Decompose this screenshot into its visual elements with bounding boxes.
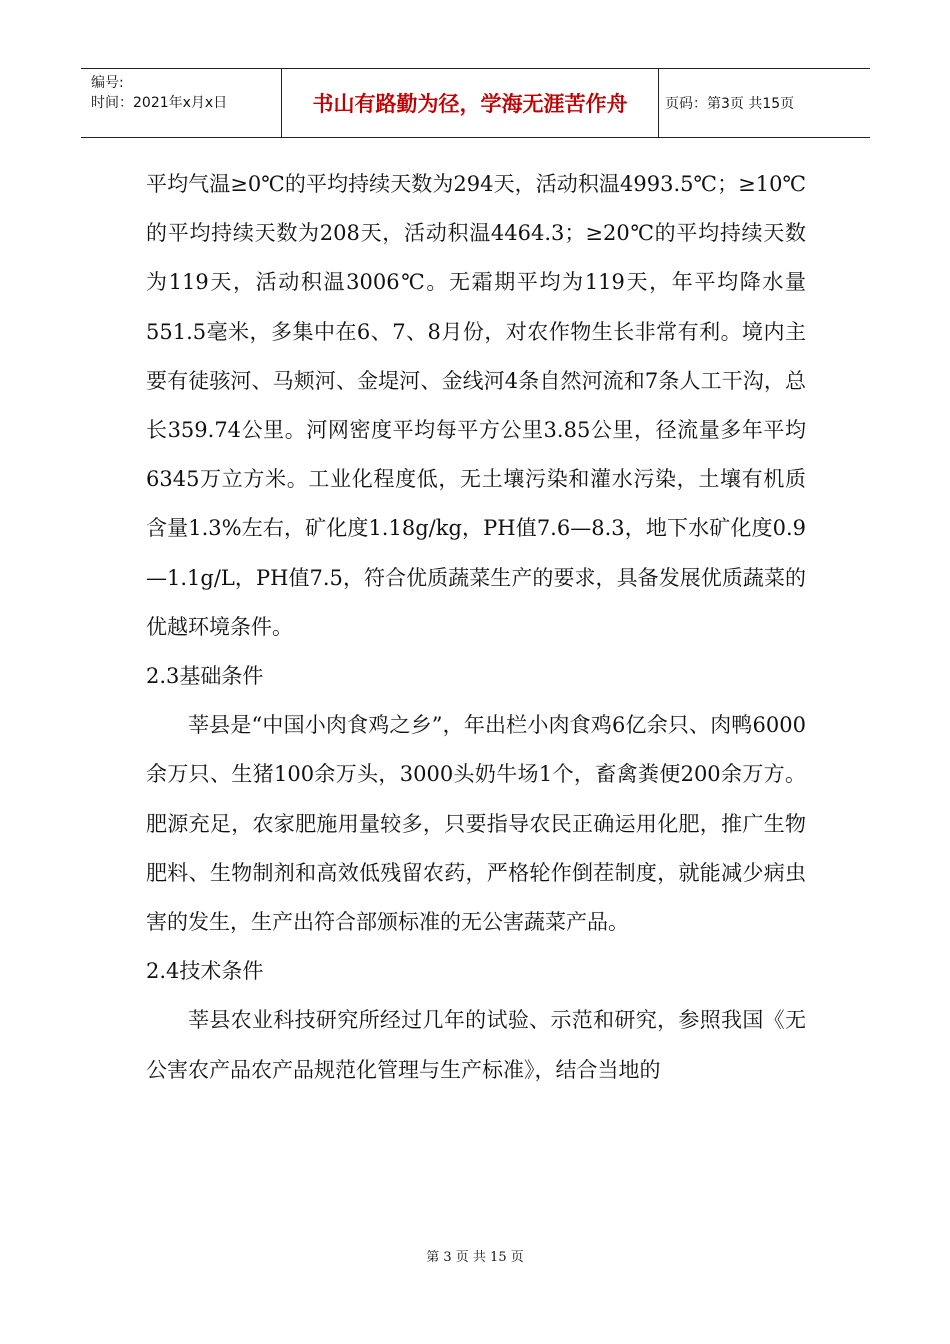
document-body [146,160,806,1095]
paragraph-basic-conditions: 莘县是“中国小肉食鸡之乡”，年出栏小肉食鸡6亿余只、肉鸭6000余万只、生猪100余万头，3000头奶牛场1个，畜禽粪便200余万方。肥源充足，农家肥施用量较多，只要指导农民正确运用化肥，推广生物肥料、生物制剂和高效低残留农药，严格轮作倒茬制度，就能减少病虫害的发生，生产出符合部颁标准的无公害蔬菜产品。 [146,713,806,935]
page-footer: 第 3 页 共 15 页 [426,1250,524,1265]
document-number-label: 编号: [91,75,124,91]
paragraph-technical-conditions: 莘县农业科技研究所经过几年的试验、示范和研究，参照我国《无公害农产品农产品规范化管理与生产标准》，结合当地的 [146,1008,806,1082]
section-heading-technical-conditions: 2.4技术条件 [146,959,264,984]
paragraph-climate: 平均气温≥0℃的平均持续天数为294天，活动积温4993.5℃；≥10℃的平均持续天数为208天，活动积温4464.3；≥20℃的平均持续天数为119天，活动积温3006℃。无霜期平均为119天，年平均降水量551.5毫米，多集中在6、7、8月份，对农作物生长非常有利。境内主要有徒骇河、马颊河、金堤河、金线河4条自然河流和7条人工干沟，总长359.74公里。河网密度平均每平方公里3.85公里，径流量多年平均6345万立方米。工业化程度低，无土壤污染和灌水污染，土壤有机质含量1.3%左右，矿化度1.18g/kg，PH值7.6—8.3，地下水矿化度0.9—1.1g/L，PH值7.5，符合优质蔬菜生产的要求，具备发展优质蔬菜的优越环境条件。 [146,172,806,639]
header-meta [81,69,282,137]
section-heading-basic-conditions: 2.3基础条件 [146,664,264,689]
page-header [81,68,870,138]
header-page-info: 页码：第3页 共15页 [665,96,795,112]
header-motto: 书山有路勤为径，学海无涯苦作舟 [282,69,659,137]
document-time-label: 时间：2021年x月x日 [91,95,228,111]
